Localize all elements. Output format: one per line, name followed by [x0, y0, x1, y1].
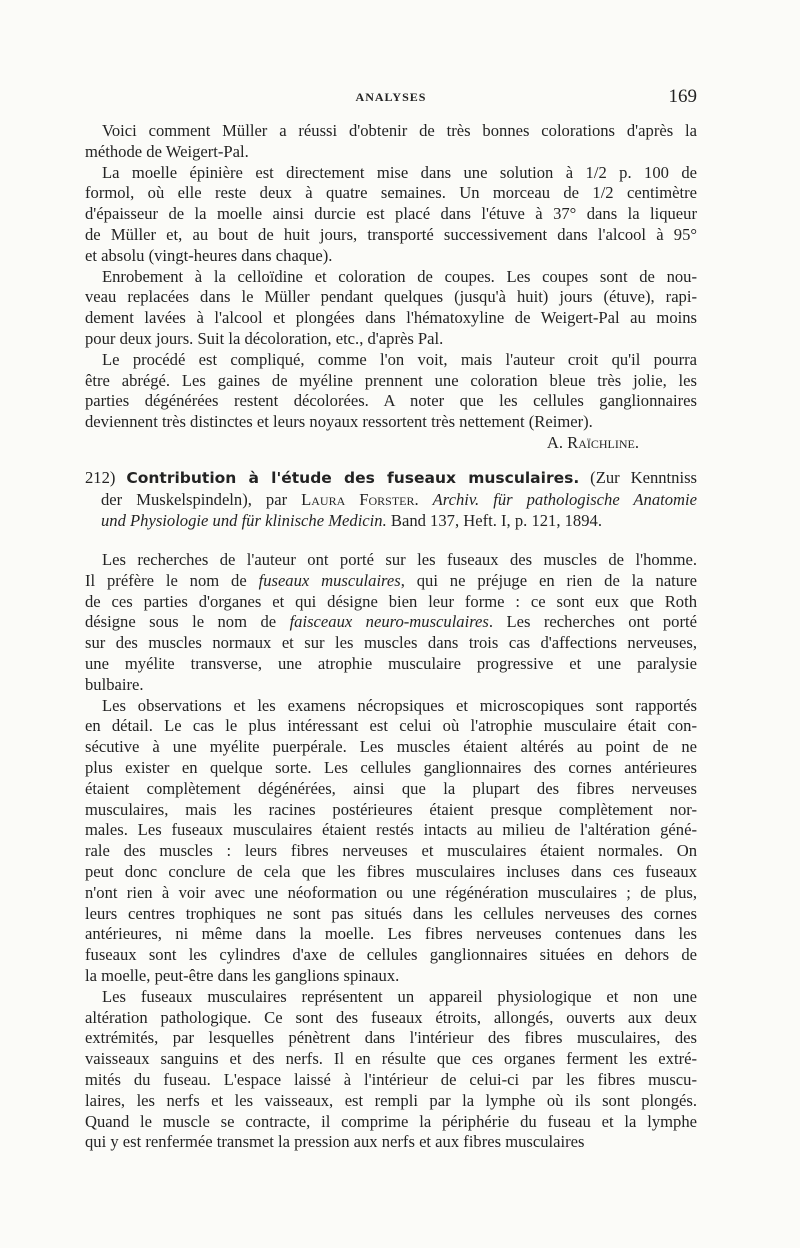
text-line	[85, 350, 697, 371]
text-run: une myélite transverse, une atrophie musculaire progressive et une paralysie	[85, 653, 697, 673]
text-line	[85, 696, 697, 717]
text-line	[85, 675, 697, 696]
text-run: 212)	[85, 468, 127, 487]
text-run	[419, 490, 433, 509]
text-line	[85, 654, 697, 675]
text-line	[85, 820, 697, 841]
text-line	[85, 883, 697, 904]
text-run: Les fuseaux musculaires représentent un appareil physiologique et non une	[102, 986, 697, 1006]
citation-heading	[85, 467, 697, 531]
italic-text: Archiv. für pathologische Anatomie	[432, 490, 698, 509]
text-line	[85, 1112, 697, 1133]
text-run: étaient complètement dégénérées, ainsi que la plupart des fibres nerveuses	[85, 778, 697, 798]
paragraph	[85, 121, 697, 163]
author-name: Raïchline.	[567, 432, 639, 452]
text-run: peut donc conclure de cela que les fibres musculaires incluses dans ces fuseaux	[85, 861, 697, 881]
author-name: Laura Forster.	[301, 490, 419, 509]
text-run: rale des muscles : leurs fibres nerveuses et musculaires étaient normales. On	[85, 841, 697, 861]
text-run: Band 137, Heft. I, p. 121, 1894.	[386, 511, 602, 530]
text-run: n'ont rien à voir avec une néoformation ou une régénération musculaires ; de plus,	[85, 882, 697, 902]
text-line	[85, 1070, 697, 1091]
text-line	[85, 737, 697, 758]
text-run: sécutive à une myélite puerpérale. Les muscles étaient altérés au point de ne	[85, 737, 697, 757]
text-line	[85, 1028, 697, 1049]
text-run: der Muskelspindeln), par	[101, 490, 302, 509]
text-line	[85, 633, 697, 654]
text-run: A.	[546, 432, 568, 452]
text-run: mités du fuseau. L'espace laissé à l'intérieur de celui-ci par les fibres muscu-	[85, 1069, 697, 1089]
text-line	[85, 121, 697, 142]
paragraph	[85, 987, 697, 1153]
text-line	[85, 163, 697, 184]
text-line	[85, 183, 697, 204]
text-run: être abrégé. Les gaines de myéline prennent une coloration bleue très jolie, les	[85, 370, 697, 390]
text-run: leurs centres trophiques ne sont pas situés dans les cellules nerveuses des cornes	[85, 903, 697, 923]
paragraph	[85, 550, 697, 696]
text-run: Il préfère le nom de	[85, 570, 259, 590]
text-line	[85, 329, 697, 350]
text-run: deviennent très distinctes et leurs noyaux ressortent très nettement (Reimer).	[85, 412, 593, 432]
review-212-body	[85, 550, 697, 1153]
page-number: 169	[668, 86, 697, 107]
text-run: et absolu (vingt-heures dans chaque).	[85, 245, 333, 265]
text-run: pour deux jours. Suit la décoloration, etc., d'après Pal.	[85, 328, 444, 348]
text-run: bulbaire.	[85, 674, 144, 694]
text-run: veau replacées dans le Müller pendant quelques (jusqu'à huit) jours (étuve), rapi-	[85, 287, 697, 307]
text-line	[85, 841, 697, 862]
text-run: Le procédé est compliqué, comme l'on voit, mais l'auteur croit qu'il pourra	[102, 349, 697, 369]
review-continuation	[85, 121, 697, 454]
text-run: fuseaux sont les cylindres d'axe de cellules ganglionnaires situées en dehors de	[85, 945, 697, 965]
text-line	[85, 800, 697, 821]
text-run: laires, les nerfs et les vaisseaux, est rempli par la lymphe où ils sont plongés.	[85, 1090, 697, 1110]
paragraph	[85, 163, 697, 267]
paragraph	[85, 696, 697, 987]
article-title: Contribution à l'étude des fuseaux musculaires.	[126, 469, 580, 487]
text-line	[85, 924, 697, 945]
text-run: d'épaisseur de la moelle ainsi durcie est placé dans l'étuve à 37° dans la liqueur	[85, 204, 697, 224]
text-line	[85, 862, 697, 883]
text-run: de Müller et, au bout de huit jours, transporté successivement dans l'alcool à 95°	[85, 224, 697, 244]
text-line	[85, 612, 697, 633]
text-line	[85, 592, 697, 613]
page-header	[85, 86, 697, 108]
text-line	[85, 142, 697, 163]
text-line	[85, 571, 697, 592]
text-run: . Les recherches ont porté	[488, 612, 697, 632]
text-line	[85, 246, 697, 267]
text-run: dement lavées à l'alcool et plongées dans l'hématoxyline de Weigert-Pal au moins	[85, 308, 697, 328]
paragraph	[85, 267, 697, 350]
text-run: formol, où elle reste deux à quatre semaines. Un morceau de 1/2 centimètre	[85, 183, 697, 203]
text-line	[85, 1091, 697, 1112]
text-run: , qui ne préjuge en rien de la nature	[400, 570, 697, 590]
text-run: antérieures, ni même dans la moelle. Les fibres nerveuses contenues dans les	[85, 924, 697, 944]
text-line	[85, 391, 697, 412]
text-line	[85, 510, 697, 531]
text-line	[85, 716, 697, 737]
text-line	[85, 204, 697, 225]
text-run: Enrobement à la celloïdine et coloration de coupes. Les coupes sont de nou-	[102, 266, 697, 286]
text-line	[85, 779, 697, 800]
paragraph	[85, 350, 697, 433]
text-line	[85, 904, 697, 925]
text-run: la moelle, peut-être dans les ganglions spinaux.	[85, 965, 400, 985]
signature	[85, 433, 697, 454]
text-run: de ces parties d'organes et qui désigne bien leur forme : ce sont eux que Roth	[85, 591, 697, 611]
text-run: plus exister en quelque sorte. Les cellules ganglionnaires des cornes antérieures	[85, 757, 697, 777]
text-line	[85, 987, 697, 1008]
italic-text: und Physiologie und für klinische Medicin.	[101, 511, 387, 530]
text-run: qui y est renfermée transmet la pression aux nerfs et aux fibres musculaires	[85, 1132, 585, 1152]
text-run: extrémités, par lesquelles pénètrent dans l'intérieur des fibres musculaires, des	[85, 1028, 697, 1048]
text-line	[85, 433, 697, 454]
text-line	[85, 1008, 697, 1029]
text-line	[85, 287, 697, 308]
text-line	[85, 1049, 697, 1070]
review-212-heading	[85, 467, 697, 531]
text-run: (Zur Kenntniss	[579, 468, 697, 487]
text-run: méthode de Weigert-Pal.	[85, 141, 249, 161]
text-run: vaisseaux sanguins et des nerfs. Il en résulte que ces organes ferment les extré-	[85, 1049, 697, 1069]
text-run: Les observations et les examens nécropsiques et microscopiques sont rapportés	[102, 695, 697, 715]
text-run: sur des muscles normaux et sur les muscles dans trois cas d'affections nerveuses,	[85, 633, 697, 653]
text-line	[85, 1132, 697, 1153]
text-run: Quand le muscle se contracte, il comprime la périphérie du fuseau et la lymphe	[85, 1111, 697, 1131]
text-run: parties dégénérées restent décolorées. A noter que les cellules ganglionnaires	[85, 391, 697, 411]
text-line	[85, 966, 697, 987]
text-line	[85, 371, 697, 392]
text-line	[85, 467, 697, 489]
text-line	[85, 267, 697, 288]
italic-text: fuseaux musculaires	[258, 570, 401, 590]
text-run: La moelle épinière est directement mise dans une solution à 1/2 p. 100 de	[102, 162, 697, 182]
text-run: en détail. Le cas le plus intéressant est celui où l'atrophie musculaire était con-	[85, 716, 697, 736]
text-line	[85, 225, 697, 246]
text-run: Voici comment Müller a réussi d'obtenir de très bonnes colorations d'après la	[102, 121, 697, 140]
text-run: males. Les fuseaux musculaires étaient restés intacts au milieu de l'altération géné-	[85, 820, 697, 840]
text-line	[85, 489, 697, 510]
text-run: musculaires, mais les racines postérieures étaient presque complètement nor-	[85, 799, 697, 819]
text-run: altération pathologique. Ce sont des fuseaux étroits, allongés, ouverts aux deux	[85, 1007, 697, 1027]
text-run: désigne sous le nom de	[85, 612, 290, 632]
text-line	[85, 945, 697, 966]
text-line	[85, 308, 697, 329]
text-line	[85, 758, 697, 779]
text-run: Les recherches de l'auteur ont porté sur les fuseaux des muscles de l'homme.	[102, 550, 697, 569]
running-title: ANALYSES	[355, 90, 427, 104]
text-line	[85, 550, 697, 571]
text-line	[85, 412, 697, 433]
italic-text: faisceaux neuro-musculaires	[289, 612, 489, 632]
